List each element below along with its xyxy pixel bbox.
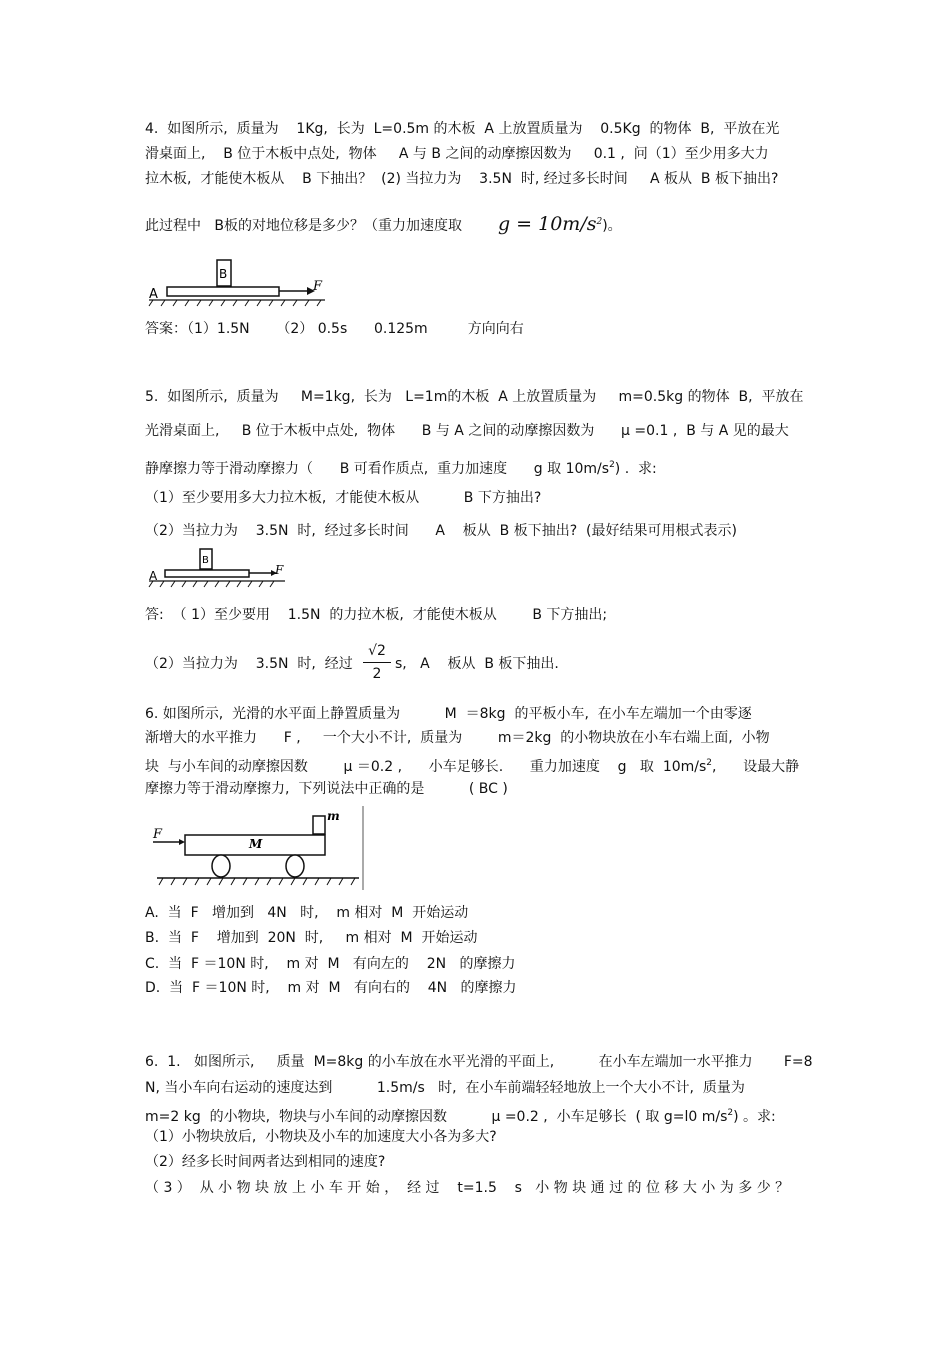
q6-line-3-end: , 设最大静 <box>712 759 800 775</box>
q6-line-3 <box>145 754 799 776</box>
q4-label-b: B <box>219 267 228 281</box>
q5-ground-hatching <box>149 581 274 587</box>
q4-gravity-formula: g = 10m/s <box>497 213 597 235</box>
q4-line-2: 滑桌面上, B 位于木板中点处, 物体 A 与 B 之间的动摩擦因数为 0.1 , 问（1）至少用多大力 <box>145 146 769 162</box>
q6-right-wheel <box>286 855 304 877</box>
q61-line-3 <box>145 1104 776 1126</box>
q6-left-wheel <box>212 855 230 877</box>
q5-answer-1: 答: （ 1）至少要用 1.5N 的力拉木板, 才能使木板从 B 下方抽出; <box>145 607 608 623</box>
q61-line-1: 6. 1. 如图所示, 质量 M=8kg 的小车放在水平光滑的平面上, 在小车左端加一水平推力 F=8 <box>145 1054 813 1070</box>
q5-line-3 <box>145 456 657 478</box>
q5-line-3-end: ) . 求: <box>614 461 657 477</box>
q5-board-figure <box>145 548 295 590</box>
q6-label-m-big: M <box>249 837 263 851</box>
q5-board-a <box>165 570 249 577</box>
q4-ground-hatching <box>149 300 321 306</box>
q4-gravity-exponent: 2 <box>596 217 603 227</box>
q6-label-f: F <box>153 827 163 842</box>
q4-line-4-text: 此过程中 B板的对地位移是多少？（重力加速度取 <box>145 218 462 234</box>
q61-exponent: 2 <box>727 1108 734 1118</box>
q5-label-f: F <box>275 563 284 577</box>
q5-fraction-bar <box>363 662 391 663</box>
q6-ground-hatching <box>159 878 355 885</box>
q6-arrow-head <box>179 839 185 845</box>
q4-board-a <box>167 287 279 296</box>
q6-small-block <box>313 816 325 834</box>
q5-answer-2-start: （2）当拉力为 3.5N 时, 经过 <box>145 656 353 672</box>
q5-answer-2-end: s, A 板从 B 板下抽出. <box>395 656 559 672</box>
q5-fraction-numerator: √2 <box>368 643 386 659</box>
q4-line-4 <box>145 213 622 235</box>
q4-board-figure <box>145 258 335 308</box>
q6-option-a: A. 当 F 增加到 4N 时, m 相对 M 开始运动 <box>145 905 469 921</box>
q61-line-2: N, 当小车向右运动的速度达到 1.5m/s 时, 在小车前端轻轻地放上一个大小不计, 质量为 <box>145 1080 745 1096</box>
q5-line-2: 光滑桌面上, B 位于木板中点处, 物体 B 与 A 之间的动摩擦因数为 μ =0.1 , B 与 A 见的最大 <box>145 423 789 439</box>
q4-line-1: 4. 如图所示, 质量为 1Kg, 长为 L=0.5m 的木板 A 上放置质量为 0.5Kg 的物体 B, 平放在光 <box>145 121 780 137</box>
q61-question-1: （1）小物块放后, 小物块及小车的加速度大小各为多大? <box>145 1129 497 1145</box>
q6-line-3-text: 块 与小车间的动摩擦因数 μ ＝0.2 , 小车足够长. 重力加速度 g 取 10m/s <box>145 759 707 775</box>
q5-fraction-denominator: 2 <box>372 666 382 682</box>
q4-line-4-end: )。 <box>602 218 622 234</box>
q5-line-1: 5. 如图所示, 质量为 M=1kg, 长为 L=1m的木板 A 上放置质量为 m=0.5kg 的物体 B, 平放在 <box>145 389 804 405</box>
q61-question-3: （ 3 ） 从 小 物 块 放 上 小 车 开 始 ， 经 过 t=1.5 s 小 物 块 通 过 的 位 移 大 小 为 多 少 ？ <box>145 1180 790 1196</box>
q4-label-a: A <box>149 287 158 302</box>
q4-line-3: 拉木板, 才能使木板从 B 下抽出？ (2) 当拉力为 3.5N 时, 经过多长时间 A 板从 B 板下抽出? <box>145 171 779 187</box>
q6-exponent: 2 <box>706 758 713 768</box>
q4-answer: 答案：（1）1.5N （2） 0.5s 0.125m 方向向右 <box>145 321 524 337</box>
q5-question-2: （2）当拉力为 3.5N 时, 经过多长时间 A 板从 B 板下抽出? (最好结果可用根式表示) <box>145 523 737 539</box>
q5-question-1: （1）至少要用多大力拉木板, 才能使木板从 B 下方抽出? <box>145 490 542 506</box>
q6-label-m-small: m <box>327 809 340 823</box>
q61-question-2: （2）经多长时间两者达到相同的速度? <box>145 1154 386 1170</box>
q6-line-2: 渐增大的水平推力 F , 一个大小不计, 质量为 m＝2kg 的小物块放在小车右端上面, 小物 <box>145 730 770 746</box>
q6-cart-figure <box>145 806 367 894</box>
q6-option-c: C. 当 F ＝10N 时, m 对 M 有向左的 2N 的摩擦力 <box>145 956 516 972</box>
q6-option-b: B. 当 F 增加到 20N 时, m 相对 M 开始运动 <box>145 930 478 946</box>
q61-line-3-end: ) 。求: <box>733 1109 776 1125</box>
q61-line-3-text: m=2 kg 的小物块, 物块与小车间的动摩擦因数 μ =0.2 , 小车足够长 ( 取 g=l0 m/s <box>145 1109 728 1125</box>
q6-option-d: D. 当 F ＝10N 时, m 对 M 有向右的 4N 的摩擦力 <box>145 980 517 996</box>
q5-label-a: A <box>149 569 158 583</box>
q5-label-b: B <box>202 555 209 566</box>
q6-line-4: 摩擦力等于滑动摩擦力, 下列说法中正确的是 ( BC ) <box>145 781 508 797</box>
q5-fraction <box>363 642 391 683</box>
q5-exponent: 2 <box>609 460 615 470</box>
q6-line-1: 6. 如图所示, 光滑的水平面上静置质量为 M ＝8kg 的平板小车, 在小车左端加一个由零逐 <box>145 706 752 722</box>
q5-line-3-text: 静摩擦力等于滑动摩擦力（ B 可看作质点, 重力加速度 g 取 10m/s <box>145 461 610 477</box>
q4-label-f: F <box>313 279 323 294</box>
